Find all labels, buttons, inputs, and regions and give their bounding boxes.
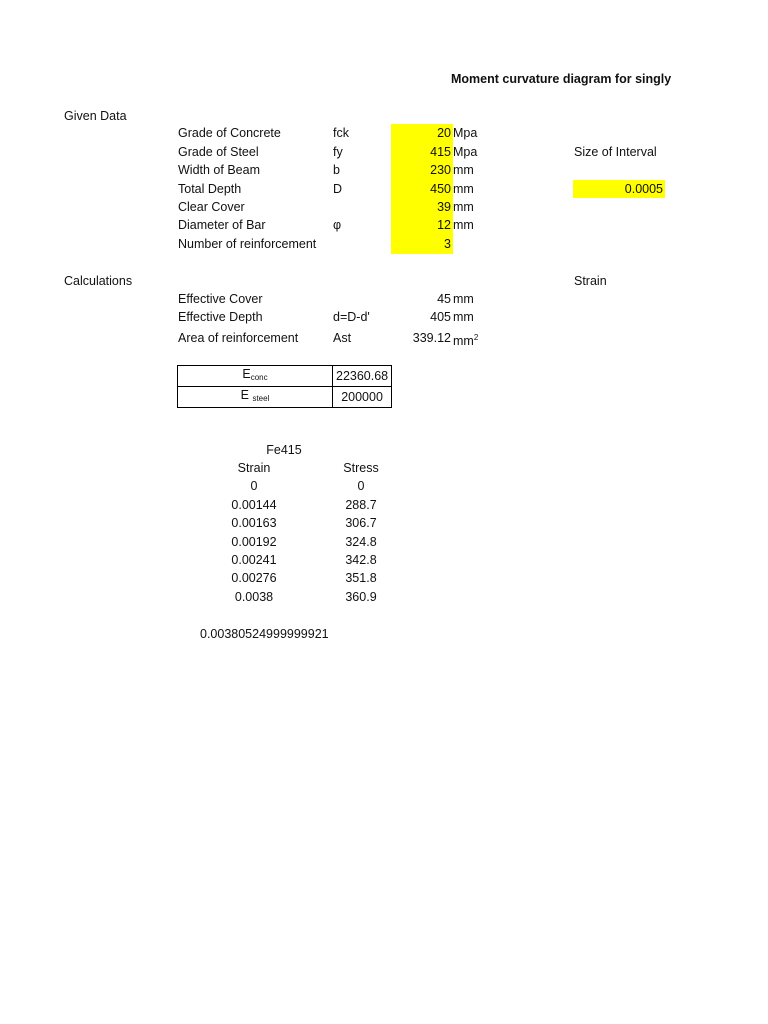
calc-symbol: d=D-d'	[333, 310, 370, 324]
modulus-label-main: E	[242, 367, 251, 381]
given-value[interactable]: 12	[437, 218, 451, 232]
column-header-stress: Stress	[343, 461, 379, 475]
modulus-value[interactable]: 22360.68	[333, 366, 392, 387]
calc-symbol: Ast	[333, 331, 352, 345]
calc-label: Area of reinforcement	[178, 331, 299, 345]
calc-unit-text: mm	[453, 334, 474, 349]
given-label: Width of Beam	[178, 163, 260, 177]
strain-cell: 0.00144	[231, 498, 277, 512]
given-label: Grade of Steel	[178, 145, 259, 159]
calc-label: Effective Depth	[178, 310, 263, 324]
given-value[interactable]: 415	[430, 145, 451, 159]
modulus-value[interactable]: 200000	[333, 387, 392, 408]
sheet-title: Moment curvature diagram for singly	[451, 72, 672, 86]
stress-cell: 360.9	[345, 590, 377, 604]
calc-unit: mm	[453, 310, 474, 324]
given-value[interactable]: 20	[437, 126, 451, 140]
calc-value: 405	[430, 310, 451, 324]
calc-value: 45	[437, 292, 451, 306]
modulus-label-sub: conc	[250, 373, 268, 382]
given-symbol: φ	[333, 218, 342, 232]
given-unit: Mpa	[453, 145, 478, 159]
column-header-strain: Strain	[237, 461, 271, 475]
given-symbol: fy	[333, 145, 343, 159]
stress-cell: 342.8	[345, 553, 377, 567]
calc-unit-exponent: 2	[473, 333, 479, 342]
modulus-label	[178, 387, 333, 408]
given-value[interactable]: 39	[437, 200, 451, 214]
given-label: Grade of Concrete	[178, 126, 281, 140]
given-value[interactable]: 3	[444, 237, 451, 251]
given-symbol: D	[333, 182, 343, 196]
stress-cell: 0	[357, 479, 365, 493]
moduli-table	[177, 365, 392, 408]
stress-cell: 288.7	[345, 498, 377, 512]
strain-cell: 0	[250, 479, 258, 493]
given-data-label: Given Data	[64, 109, 127, 123]
strain-cell: 0.00163	[231, 516, 277, 530]
footer-value: 0.00380524999999921	[200, 627, 329, 641]
given-unit: mm	[453, 182, 474, 196]
given-value[interactable]: 450	[430, 182, 451, 196]
modulus-label	[178, 366, 333, 387]
given-label: Diameter of Bar	[178, 218, 266, 232]
steel-grade: Fe415	[266, 443, 302, 457]
given-symbol: b	[333, 163, 340, 177]
strain-cell: 0.00192	[231, 535, 277, 549]
calc-unit: mm	[453, 292, 474, 306]
calc-label: Effective Cover	[178, 292, 263, 306]
stress-cell: 306.7	[345, 516, 377, 530]
strain-cell: 0.0038	[234, 590, 274, 604]
strain-cell: 0.00241	[231, 553, 277, 567]
given-label: Clear Cover	[178, 200, 245, 214]
given-symbol: fck	[333, 126, 349, 140]
given-unit: Mpa	[453, 126, 478, 140]
given-unit: mm	[453, 200, 474, 214]
strain-cell: 0.00276	[231, 571, 277, 585]
calculations-label: Calculations	[64, 274, 133, 288]
stress-cell: 324.8	[345, 535, 377, 549]
interval-value[interactable]: 0.0005	[573, 180, 665, 198]
modulus-label-sub: steel	[252, 394, 270, 403]
given-label: Number of reinforcement	[178, 237, 317, 251]
calc-unit	[453, 329, 478, 350]
given-unit: mm	[453, 218, 474, 232]
strain-label: Strain	[574, 274, 607, 288]
interval-label: Size of Interval	[574, 145, 657, 159]
table-row	[178, 387, 392, 408]
modulus-label-main: E	[240, 388, 253, 402]
calc-value: 339.12	[412, 331, 451, 345]
given-value[interactable]: 230	[430, 163, 451, 177]
stress-cell: 351.8	[345, 571, 377, 585]
given-label: Total Depth	[178, 182, 242, 196]
table-row	[178, 366, 392, 387]
given-unit: mm	[453, 163, 474, 177]
